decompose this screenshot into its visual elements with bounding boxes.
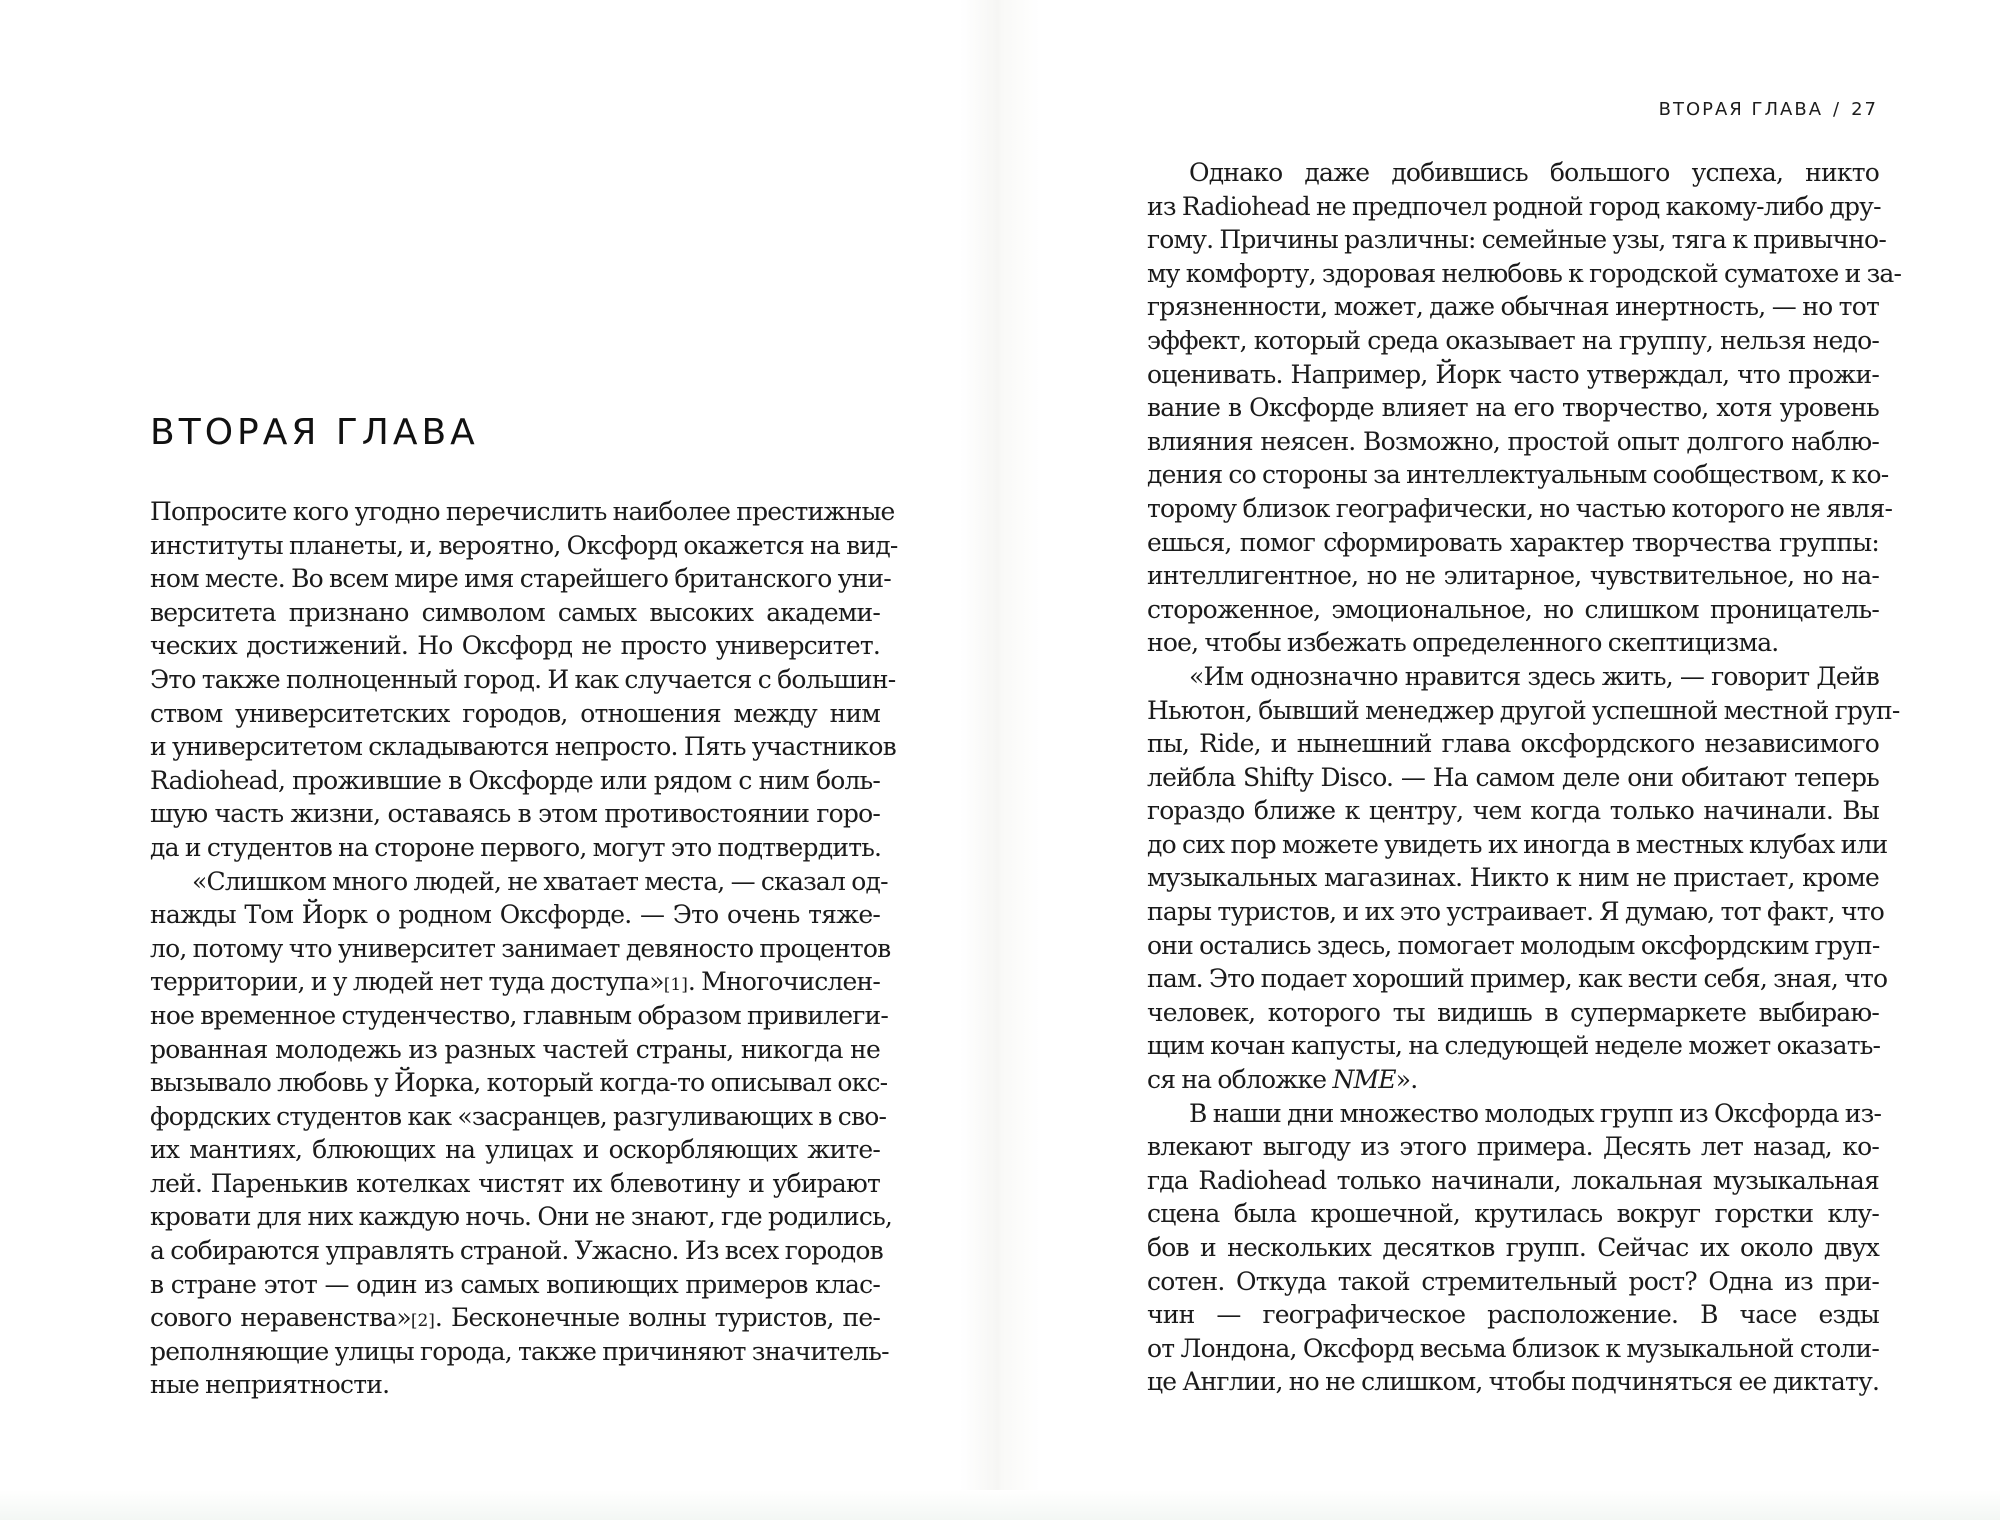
text-line: пам. Это подает хороший пример, как вести себя, зная, что (1147, 964, 1888, 994)
text-span: ся на обложке (1147, 1065, 1333, 1095)
right-page-text (1147, 156, 1902, 1399)
text-line: Однако даже добившись большого успеха, никто (1189, 158, 1879, 187)
text-line (150, 1301, 880, 1335)
text-line: оценивать. Например, Йорк часто утверждал, что прожи- (1147, 359, 1879, 389)
text-line (150, 965, 880, 999)
text-line: из Radiohead не предпочел родной город какому-либо дру- (1147, 191, 1881, 221)
text-line: щим кочан капусты, на следующей неделе может оказать- (1147, 1031, 1881, 1061)
text-line: гораздо ближе к центру, чем когда только начинали. Вы (1147, 796, 1879, 826)
page-bottom-tint (0, 1490, 2000, 1520)
text-line: шую часть жизни, оставаясь в этом противостоянии горо- (150, 799, 880, 829)
paragraph (150, 495, 898, 865)
text-line: ное, чтобы избежать определенного скептицизма. (1147, 628, 1779, 658)
text-line: бов и нескольких десятков групп. Сейчас их около двух (1147, 1233, 1879, 1262)
text-line: лей. Паренькив котелках чистят их блевотину и убирают (150, 1168, 880, 1198)
book-gutter (960, 0, 1040, 1520)
text-line: ло, потому что университет занимает девяносто процентов (150, 933, 891, 963)
text-line: стороженное, эмоциональное, но слишком проницатель- (1147, 594, 1879, 624)
text-line: Radiohead, прожившие в Оксфорде или рядом с ним боль- (150, 765, 880, 795)
text-line: до сих пор можете увидеть их иногда в местных клубах или (1147, 829, 1888, 859)
text-line: сцена была крошечной, крутилась вокруг горстки клу- (1147, 1199, 1879, 1229)
text-line: кровати для них каждую ночь. Они не знают, где родились, (150, 1202, 893, 1232)
text-span: территории, и у людей нет туда доступа» (150, 967, 664, 997)
text-line: ном месте. Во всем мире имя старейшего британского уни- (150, 564, 891, 594)
text-span: ». (1395, 1065, 1418, 1095)
text-line: Ньютон, бывший менеджер другой успешной местной груп- (1147, 695, 1900, 725)
text-line: эффект, который среда оказывает на группу, нельзя недо- (1147, 325, 1879, 355)
text-span: сового неравенства» (150, 1303, 411, 1333)
text-line: му комфорту, здоровая нелюбовь к городской суматохе и за- (1147, 258, 1902, 288)
text-span: . Многочислен- (687, 967, 881, 997)
text-line: человек, которого ты видишь в супермаркете выбираю- (1147, 997, 1879, 1027)
text-line: ством университетских городов, отношения между ним (150, 698, 880, 728)
text-line: от Лондона, Оксфорд весьма близок к музыкальной столи- (1147, 1333, 1879, 1363)
text-line: да и студентов на стороне первого, могут это подтвердить. (150, 832, 882, 862)
text-line: пары туристов, и их это устраивает. Я думаю, тот факт, что (1147, 897, 1884, 927)
text-line: ешься, помог сформировать характер творчества группы: (1147, 527, 1879, 557)
text-line: реполняющие улицы города, также причиняют значитель- (150, 1336, 889, 1366)
text-line: «Им однозначно нравится здесь жить, — говорит Дейв (1189, 661, 1879, 691)
text-line: институты планеты, и, вероятно, Оксфорд окажется на вид- (150, 530, 898, 560)
text-line: дения со стороны за интеллектуальным сообществом, к ко- (1147, 460, 1889, 490)
text-line: гда Radiohead только начинали, локальная музыкальная (1147, 1165, 1879, 1195)
text-line: а собираются управлять страной. Ужасно. Из всех городов (150, 1236, 883, 1266)
text-line: В наши дни множество молодых групп из Оксфорда из- (1189, 1098, 1882, 1128)
paragraph (1147, 1097, 1882, 1399)
text-line: пы, Ride, и нынешний глава оксфордского независимого (1147, 729, 1879, 759)
text-line: «Слишком много людей, не хватает места, — сказал од- (192, 866, 888, 896)
text-line: интеллигентное, но не элитарное, чувствительное, но на- (1147, 561, 1879, 591)
text-line: и университетом складываются непросто. Пять участников (150, 732, 896, 762)
text-line: нажды Том Йорк о родном Оксфорде. — Это очень тяже- (150, 900, 880, 930)
text-line: ческих достижений. Но Оксфорд не просто университет. (150, 631, 880, 661)
footnote-reference[interactable]: [2] (410, 1311, 435, 1332)
paragraph (1147, 156, 1902, 660)
text-line: ное временное студенчество, главным образом привилеги- (150, 1000, 889, 1030)
chapter-title: ВТОРАЯ ГЛАВА (150, 412, 479, 453)
running-header (1659, 99, 1878, 120)
text-line: фордских студентов как «засранцев, разгуливающих в сво- (150, 1101, 887, 1131)
paragraph (1147, 660, 1900, 1097)
text-line: ные неприятности. (150, 1370, 390, 1400)
text-line: влияния неясен. Возможно, простой опыт долгого наблю- (1147, 426, 1879, 456)
text-line: их мантиях, блюющих на улицах и оскорбляющих жите- (150, 1135, 880, 1165)
text-line: сотен. Откуда такой стремительный рост? Одна из при- (1147, 1266, 1879, 1296)
text-line: они остались здесь, помогает молодым оксфордским груп- (1147, 930, 1880, 960)
left-page-text (150, 495, 898, 1402)
text-line: це Англии, но не слишком, чтобы подчиняться ее диктату. (1147, 1367, 1880, 1397)
running-header-section: ВТОРАЯ ГЛАВА (1658, 99, 1824, 120)
text-line: Попросите кого угодно перечислить наиболее престижные (150, 497, 895, 526)
paragraph (150, 865, 893, 1403)
text-line: чин — географическое расположение. В часе езды (1147, 1300, 1879, 1330)
text-line: в стране этот — один из самых вопиющих примеров клас- (150, 1269, 880, 1299)
page-number: 27 (1851, 99, 1878, 120)
running-header-separator: / (1833, 99, 1842, 120)
text-line: музыкальных магазинах. Никто к ним не пристает, кроме (1147, 863, 1879, 893)
text-line: лейбла Shifty Disco. — На самом деле они обитают теперь (1147, 762, 1879, 792)
text-line: гому. Причины различны: семейные узы, тяга к привычно- (1147, 225, 1886, 255)
text-line: грязненности, может, даже обычная инертность, — но тот (1147, 292, 1879, 322)
text-line: торому близок географически, но частью которого не явля- (1147, 493, 1893, 523)
footnote-reference[interactable]: [1] (663, 975, 688, 996)
text-line: вызывало любовь у Йорка, который когда-то описывал окс- (150, 1068, 888, 1098)
text-line: влекают выгоду из этого примера. Десять лет назад, ко- (1147, 1132, 1879, 1162)
text-span: . Бесконечные волны туристов, пе- (434, 1303, 880, 1333)
text-line (1147, 1063, 1879, 1097)
text-line: верситета признано символом самых высоких академи- (150, 597, 880, 627)
magazine-title: NME (1332, 1065, 1396, 1095)
text-line: вание в Оксфорде влияет на его творчество, хотя уровень (1147, 393, 1879, 423)
text-line: Это также полноценный город. И как случается с большин- (150, 664, 896, 694)
text-line: рованная молодежь из разных частей страны, никогда не (150, 1034, 880, 1064)
